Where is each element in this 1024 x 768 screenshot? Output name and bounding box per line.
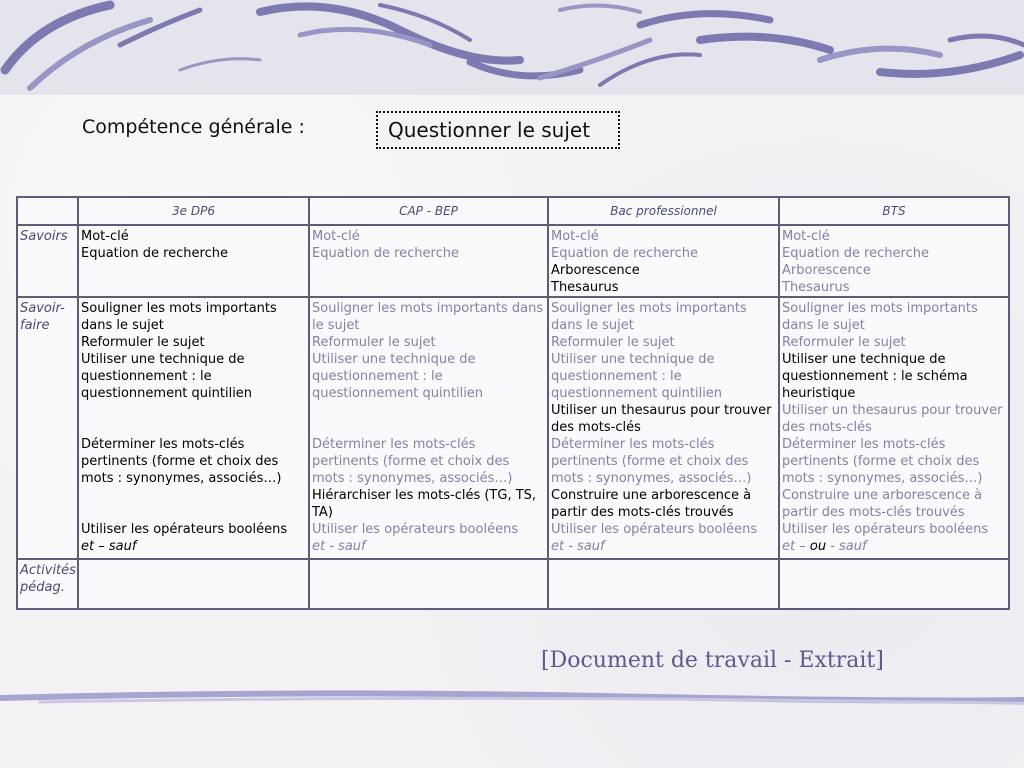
cell-line: [782, 245, 1006, 262]
cell-text: Reformuler le sujet: [81, 335, 205, 350]
cell-text: Souligner les mots importants dans le sujet: [81, 301, 281, 333]
column-header: Bac professionnel: [548, 197, 779, 225]
cell-text: et –: [782, 539, 810, 554]
cell-line: [782, 487, 1006, 521]
cell-text: Reformuler le sujet: [551, 335, 675, 350]
cell-text: ou: [809, 539, 827, 554]
cell-text: Utiliser les opérateurs booléens: [81, 522, 288, 537]
cell-text: Utiliser les opérateurs booléens: [312, 522, 519, 537]
table-row: [17, 225, 1009, 297]
table-cell: [309, 297, 548, 559]
cell-text: Reformuler le sujet: [782, 335, 906, 350]
table-row: [17, 297, 1009, 559]
cell-text: Equation de recherche: [551, 246, 698, 261]
cell-line: [782, 351, 1006, 402]
cell-text: Construire une arborescence à partir des mots-clés trouvés: [782, 488, 987, 520]
cell-line: [81, 334, 306, 351]
cell-line: [312, 487, 545, 521]
document-caption: [Document de travail - Extrait]: [541, 648, 884, 673]
cell-line: [551, 300, 776, 334]
cell-text: Arborescence: [782, 263, 871, 278]
cell-line: [81, 228, 306, 245]
cell-text: Mot-clé: [312, 229, 360, 244]
cell-text: et - sauf: [551, 539, 605, 554]
cell-text: Equation de recherche: [81, 246, 228, 261]
cell-line: [312, 521, 545, 538]
cell-line: [312, 228, 545, 245]
cell-line: [782, 521, 1006, 538]
cell-text: Equation de recherche: [312, 246, 459, 261]
decorative-bottom-rule: [0, 688, 1024, 710]
cell-line: [312, 351, 545, 402]
cell-line: [551, 521, 776, 538]
cell-text: et – sauf: [81, 539, 137, 554]
cell-line: [312, 538, 545, 555]
cell-text: - sauf: [826, 539, 867, 554]
cell-line: [782, 436, 1006, 487]
cell-text: Thesaurus: [782, 280, 850, 295]
cell-line: [551, 436, 776, 487]
table-cell: [548, 297, 779, 559]
cell-line: [551, 334, 776, 351]
cell-text: Déterminer les mots-clés pertinents (forme et choix des mots : synonymes, associés…): [782, 437, 984, 486]
decorative-swirl-band: [0, 0, 1024, 95]
row-header: Savoir-faire: [17, 297, 78, 559]
table-cell: [78, 297, 309, 559]
cell-line: [312, 300, 548, 334]
cell-text: Hiérarchiser les mots-clés (TG, TS, TA): [312, 488, 541, 520]
cell-line: [551, 279, 776, 296]
cell-text: Utiliser une technique de questionnement : le questionnement quintilien: [81, 352, 253, 401]
table-cell: [779, 225, 1009, 297]
competence-table: [16, 196, 1010, 610]
table-cell: [309, 559, 548, 609]
cell-text: Thesaurus: [551, 280, 619, 295]
cell-text: Equation de recherche: [782, 246, 929, 261]
cell-text: Mot-clé: [782, 229, 830, 244]
cell-line: [551, 262, 776, 279]
cell-line: [782, 279, 1006, 296]
cell-text: Mot-clé: [551, 229, 599, 244]
cell-text: Utiliser un thesaurus pour trouver des mots-clés: [551, 403, 776, 435]
cell-text: Déterminer les mots-clés pertinents (forme et choix des mots : synonymes, associés…): [551, 437, 753, 486]
cell-line: [551, 245, 776, 262]
row-header: Savoirs: [17, 225, 78, 297]
cell-line: [81, 538, 306, 555]
cell-line: [81, 351, 306, 402]
row-header: Activités pédag.: [17, 559, 78, 609]
cell-spacer: [312, 402, 545, 436]
cell-line: [312, 245, 545, 262]
table-cell: [779, 559, 1009, 609]
cell-text: Utiliser un thesaurus pour trouver des mots-clés: [782, 403, 1007, 435]
cell-text: Arborescence: [551, 263, 640, 278]
table-cell: [548, 559, 779, 609]
cell-line: [782, 262, 1006, 279]
table-cell: [548, 225, 779, 297]
cell-text: et - sauf: [312, 539, 366, 554]
cell-line: [81, 300, 306, 334]
table-cell: [779, 297, 1009, 559]
cell-text: Souligner les mots importants dans le sujet: [312, 301, 548, 333]
cell-line: [551, 351, 776, 402]
cell-line: [782, 538, 1006, 555]
table-cell: [309, 225, 548, 297]
cell-line: [81, 245, 306, 262]
cell-text: Utiliser une technique de questionnement : le questionnement quintilien: [312, 352, 484, 401]
cell-line: [551, 538, 776, 555]
cell-text: Déterminer les mots-clés pertinents (forme et choix des mots : synonymes, associés…): [312, 437, 514, 486]
cell-line: [81, 436, 306, 487]
cell-text: Mot-clé: [81, 229, 129, 244]
cell-line: [312, 334, 545, 351]
cell-line: [551, 487, 776, 521]
cell-text: Déterminer les mots-clés pertinents (forme et choix des mots : synonymes, associés…): [81, 437, 283, 486]
cell-line: [782, 228, 1006, 245]
cell-text: Utiliser une technique de questionnement : le questionnement quintilien: [551, 352, 723, 401]
table-row: [17, 559, 1009, 609]
competence-label: Compétence générale :: [82, 116, 305, 138]
table-cell: [78, 559, 309, 609]
cell-text: Utiliser les opérateurs booléens: [551, 522, 758, 537]
cell-line: [551, 228, 776, 245]
cell-line: [782, 334, 1006, 351]
cell-text: Reformuler le sujet: [312, 335, 436, 350]
cell-line: [551, 402, 776, 436]
table-corner: [17, 197, 78, 225]
competence-value-box: Questionner le sujet: [376, 111, 620, 149]
cell-line: [81, 521, 306, 538]
cell-text: Souligner les mots importants dans le sujet: [782, 301, 982, 333]
cell-text: Utiliser une technique de questionnement : le schéma heuristique: [782, 352, 972, 401]
cell-spacer: [81, 487, 306, 521]
cell-spacer: [81, 402, 306, 436]
column-header: 3e DP6: [78, 197, 309, 225]
cell-text: Construire une arborescence à partir des mots-clés trouvés: [551, 488, 756, 520]
cell-line: [312, 436, 545, 487]
cell-text: Utiliser les opérateurs booléens: [782, 522, 989, 537]
cell-line: [782, 402, 1006, 436]
column-header: BTS: [779, 197, 1009, 225]
cell-text: Souligner les mots importants dans le sujet: [551, 301, 751, 333]
table-cell: [78, 225, 309, 297]
cell-line: [782, 300, 1006, 334]
column-header: CAP - BEP: [309, 197, 548, 225]
table-header-row: [17, 197, 1009, 225]
